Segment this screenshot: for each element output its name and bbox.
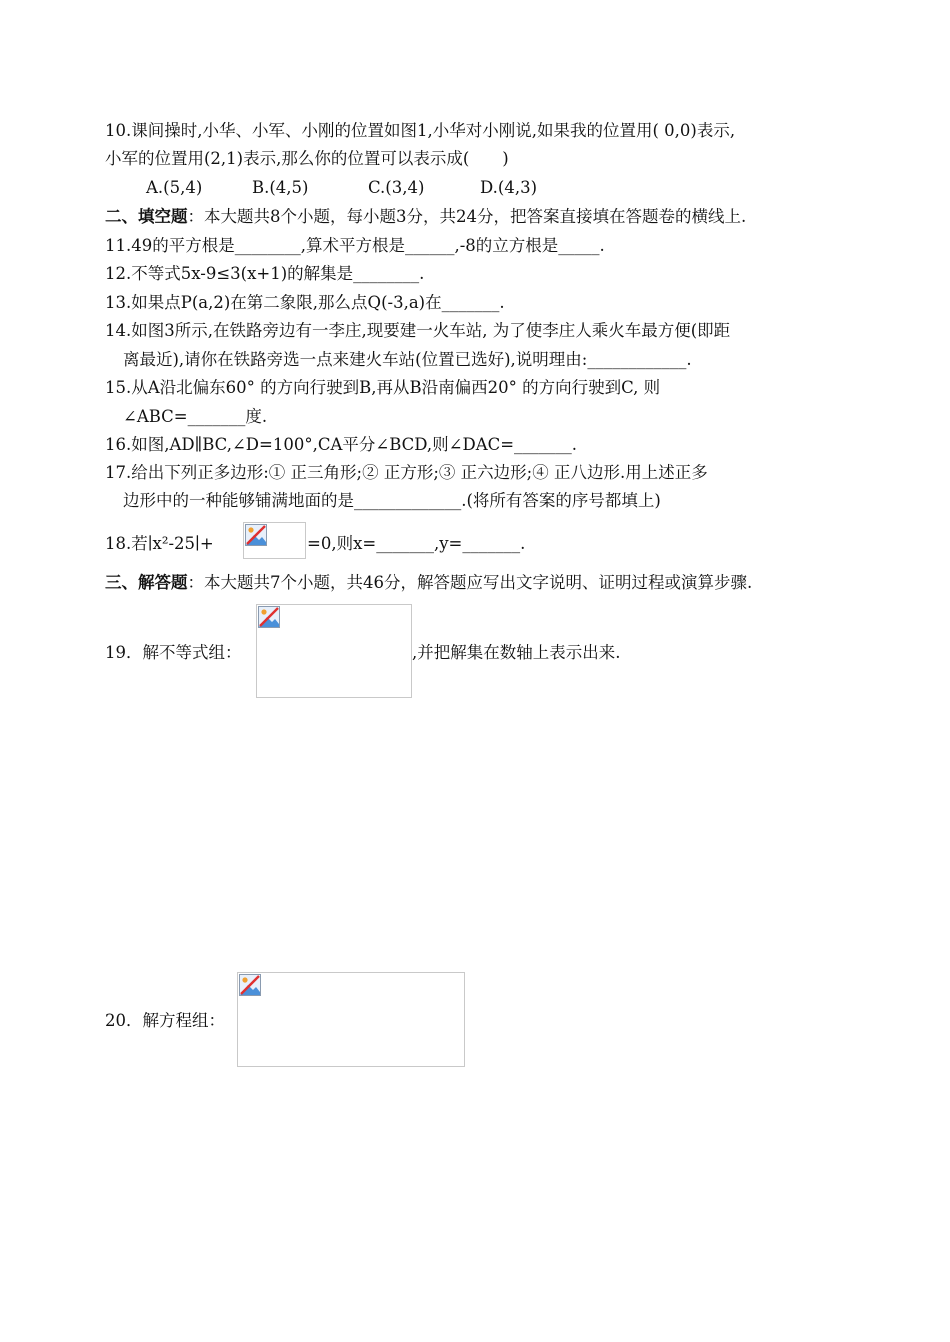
equation-system-image (237, 972, 465, 1067)
option-b: B.(4,5) (252, 178, 309, 197)
broken-image-icon (245, 524, 267, 546)
option-a: A.(5,4) (146, 178, 203, 197)
question-15-line2: ∠ABC=_______度. (123, 407, 268, 426)
question-20-prefix: 20．解方程组： (105, 1011, 225, 1030)
broken-image-icon (239, 974, 261, 996)
question-18-prefix: 18.若∣x²-25∣+ (105, 534, 214, 553)
section-3-heading (105, 572, 752, 594)
section-2-title: 二、填空题 (105, 207, 188, 226)
question-14-line2: 离最近),请你在铁路旁选一点来建火车站(位置已选好),说明理由:____________. (123, 350, 692, 369)
section-2-desc: ：本大题共8个小题，每小题3分，共24分，把答案直接填在答题卷的横线上. (187, 207, 747, 226)
broken-image-icon (258, 606, 280, 628)
question-10-line1: 10.课间操时,小华、小军、小刚的位置如图1,小华对小刚说,如果我的位置用( 0,0)表示, (105, 121, 736, 140)
question-11: 11.49的平方根是________,算术平方根是______,-8的立方根是_____. (105, 236, 605, 255)
section-3-title: 三、解答题 (105, 573, 188, 592)
question-15-line1: 15.从A沿北偏东60° 的方向行驶到B,再从B沿南偏西20° 的方向行驶到C, 则 (105, 378, 661, 397)
question-10-options (146, 177, 746, 199)
section-3-desc: ：本大题共7个小题，共46分，解答题应写出文字说明、证明过程或演算步骤. (187, 573, 753, 592)
question-10-line2: 小军的位置用(2,1)表示,那么你的位置可以表示成( ) (105, 149, 509, 168)
question-17-line2: 边形中的一种能够铺满地面的是_____________.(将所有答案的序号都填上) (123, 491, 661, 510)
question-18-suffix: =0,则x=_______,y=_______. (307, 534, 526, 553)
option-c: C.(3,4) (368, 178, 425, 197)
question-17-line1: 17.给出下列正多边形:① 正三角形;② 正方形;③ 正六边形;④ 正八边形.用上述正多 (105, 463, 708, 482)
question-14-line1: 14.如图3所示,在铁路旁边有一李庄,现要建一火车站, 为了使李庄人乘火车最方便(即距 (105, 321, 731, 340)
question-12: 12.不等式5x-9≤3(x+1)的解集是________. (105, 264, 425, 283)
formula-image (243, 522, 306, 559)
option-d: D.(4,3) (480, 178, 538, 197)
question-19-suffix: ,并把解集在数轴上表示出来. (412, 643, 621, 662)
section-2-heading (105, 206, 746, 228)
inequality-system-image (256, 604, 412, 698)
question-13: 13.如果点P(a,2)在第二象限,那么点Q(-3,a)在_______. (105, 293, 505, 312)
question-16: 16.如图,AD∥BC,∠D=100°,CA平分∠BCD,则∠DAC=_______. (105, 435, 578, 454)
question-19-prefix: 19．解不等式组： (105, 643, 242, 662)
